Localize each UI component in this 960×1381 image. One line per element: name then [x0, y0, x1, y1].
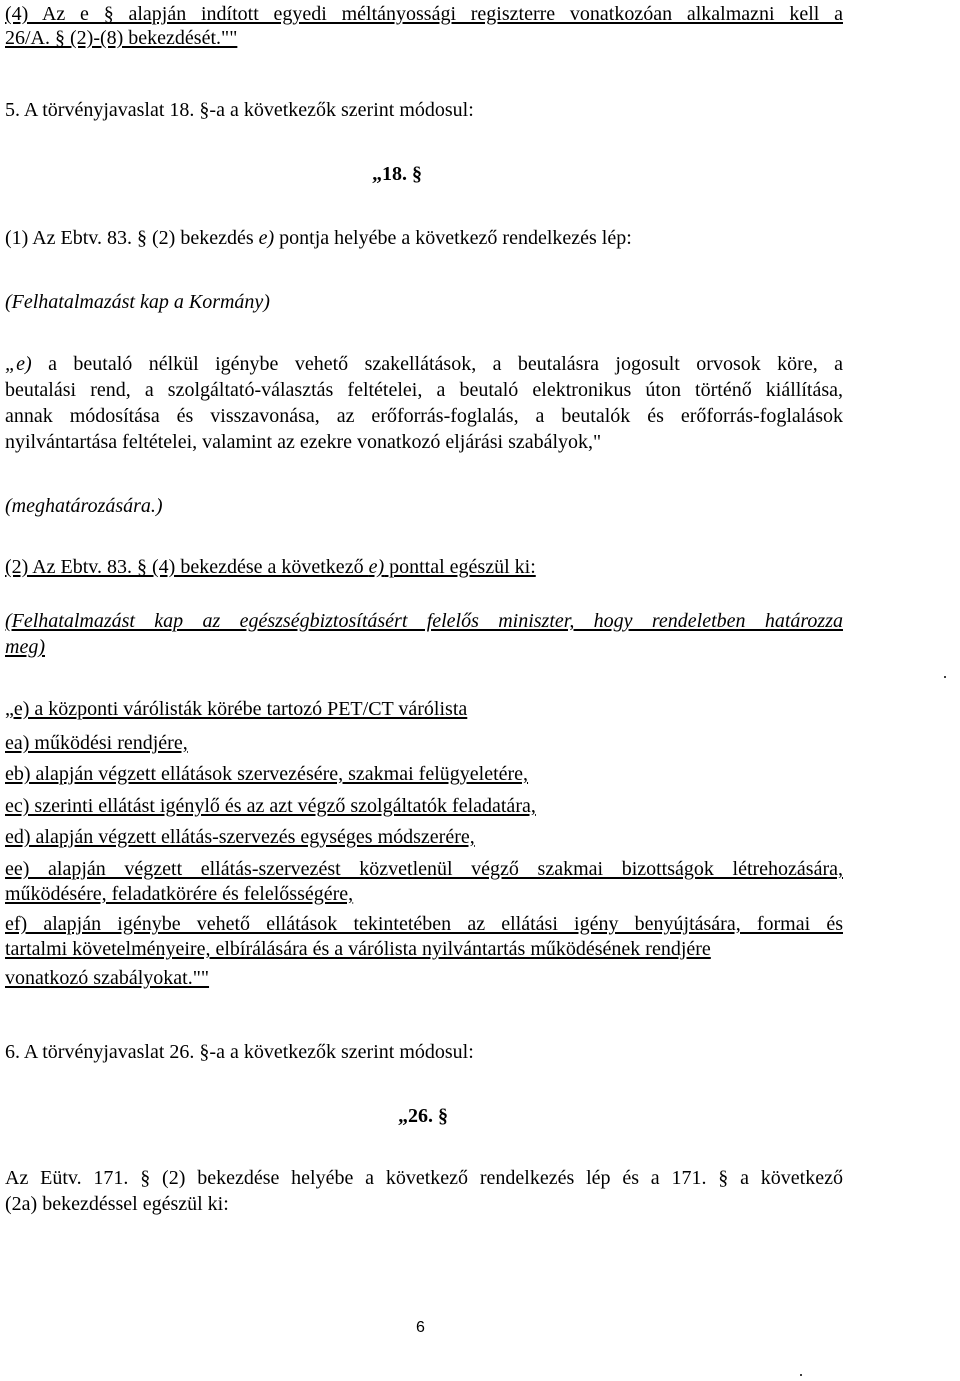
paragraph-1-point-e: e): [258, 227, 275, 249]
point-e-line-3: annak módosítása és visszavonása, az erőforrás-foglalás, a beutalók és erőforrás-foglalások: [5, 405, 843, 427]
item-6-heading: 6. A törvényjavaslat 26. §-a a következők szerint módosul:: [5, 1041, 474, 1063]
list-item-ef-line-2: tartalmi követelményeire, elbírálására és a várólista nyilvántartás működésének rendjére: [5, 938, 711, 960]
paragraph-2-point-e: e): [368, 556, 385, 578]
section-18-title: „18. §: [372, 163, 422, 185]
list-item-ea: ea) működési rendjére,: [5, 732, 188, 754]
eutv-paragraph-line-1: Az Eütv. 171. § (2) bekezdése helyébe a következő rendelkezés lép és a 171. § a következő: [5, 1167, 843, 1189]
eutv-paragraph-line-2: (2a) bekezdéssel egészül ki:: [5, 1193, 229, 1215]
list-item-eb: eb) alapján végzett ellátások szervezésére, szakmai felügyeletére,: [5, 763, 529, 785]
point-e-prefix: „e): [5, 353, 32, 375]
list-item-ef-line-3: vonatkozó szabályokat."": [5, 967, 210, 989]
felhatalmazas-miniszter-line-2: meg): [5, 636, 45, 658]
list-item-ed: ed) alapján végzett ellátás-szervezés egységes módszerére,: [5, 826, 475, 848]
page-number: 6: [416, 1319, 425, 1336]
meghatarozasara: (meghatározására.): [5, 495, 163, 517]
felhatalmazas-kormany: (Felhatalmazást kap a Kormány): [5, 291, 270, 313]
paragraph-2-part-c: ponttal egészül ki:: [384, 556, 536, 578]
paragraph-1: [5, 226, 632, 250]
list-item-ee-line-1: ee) alapján végzett ellátás-szervezést közvetlenül végző szakmai bizottságok létrehozására,: [5, 858, 843, 880]
paragraph-2: [5, 555, 536, 579]
section-26-title: „26. §: [398, 1105, 448, 1127]
list-item-ee-line-2: működésére, feladatkörére és felelősségére,: [5, 883, 354, 905]
list-item-ec: ec) szerinti ellátást igénylő és az azt végző szolgáltatók feladatára,: [5, 795, 536, 817]
scan-speck: [800, 1374, 802, 1376]
felhatalmazas-miniszter-line-1: (Felhatalmazást kap az egészségbiztosításért felelős miniszter, hogy rendeletben határozza: [5, 610, 843, 632]
point-e-line-2: beutalási rend, a szolgáltató-választás feltételei, a beutaló elektronikus úton történő kiállítása,: [5, 379, 843, 401]
item-5-heading: 5. A törvényjavaslat 18. §-a a következők szerint módosul:: [5, 99, 474, 121]
list-item-ef-line-1: ef) alapján igénybe vehető ellátások tekintetében az ellátási igény benyújtására, formai és: [5, 913, 843, 935]
point-e-line-1-text: a beutaló nélkül igénybe vehető szakellátások, a beutalásra jogosult orvosok köre, a: [31, 353, 843, 375]
paragraph-1-part-a: (1) Az Ebtv. 83. § (2) bekezdés: [5, 227, 259, 249]
list-item-e: „e) a központi várólisták körébe tartozó PET/CT várólista: [5, 698, 468, 720]
carryover-line-2: 26/A. § (2)-(8) bekezdését."": [5, 27, 238, 49]
point-e-line-1: [5, 352, 843, 376]
scan-speck: [944, 676, 946, 678]
paragraph-1-part-c: pontja helyébe a következő rendelkezés lép:: [274, 227, 632, 249]
point-e-line-4: nyilvántartása feltételei, valamint az ezekre vonatkozó eljárási szabályok,": [5, 431, 602, 453]
carryover-line-1: (4) Az e § alapján indított egyedi méltányossági regiszterre vonatkozóan alkalmazni kell a: [5, 3, 843, 25]
paragraph-2-part-a: (2) Az Ebtv. 83. § (4) bekezdése a következő: [5, 556, 369, 578]
